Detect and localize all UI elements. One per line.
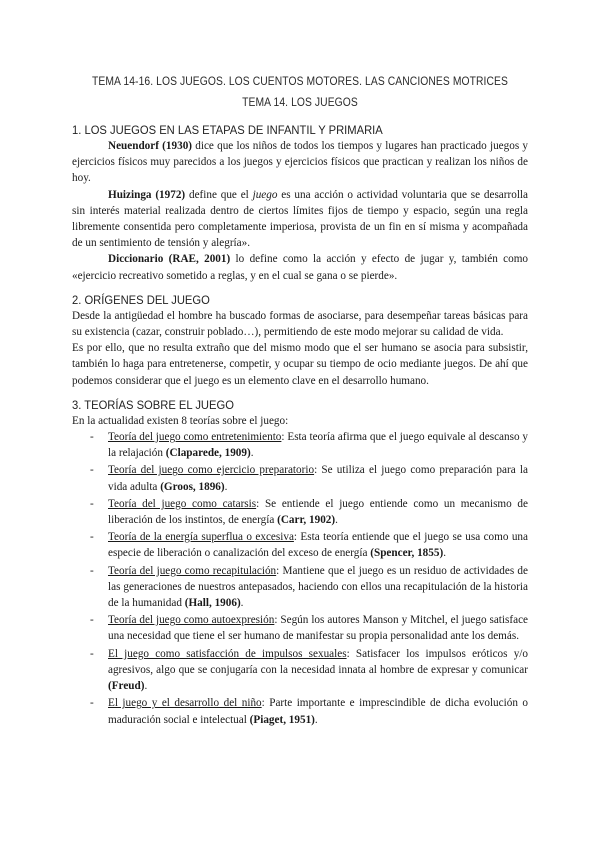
theory-reference: (Piaget, 1951) <box>249 713 315 726</box>
theory-name: Teoría del juego como catarsis <box>108 497 257 510</box>
list-item <box>72 462 528 494</box>
sentence-end: . <box>224 480 228 493</box>
paragraph-neuendorf <box>72 138 528 187</box>
theory-name: Teoría del juego como entretenimiento <box>108 431 282 444</box>
author-name: Diccionario (RAE, 2001) <box>108 253 231 266</box>
paragraph-text: define que el <box>185 188 253 201</box>
list-item <box>72 563 528 612</box>
list-item <box>72 429 528 461</box>
paragraph-text: lo define como la acción y efecto de jugar y, también como «ejercicio recreativo sometido a reglas, y en el cual se gana o se pierde». <box>72 253 528 282</box>
theory-reference: (Spencer, 1855) <box>370 547 444 560</box>
theory-list <box>72 429 528 728</box>
sentence-end: . <box>335 514 338 527</box>
theory-reference: (Hall, 1906) <box>184 597 241 610</box>
list-bullet: - <box>90 697 94 710</box>
sentence-end: . <box>250 447 254 460</box>
list-bullet: - <box>90 531 94 544</box>
theories-intro: En la actualidad existen 8 teorías sobre el juego: <box>72 414 289 427</box>
list-bullet: - <box>90 464 94 477</box>
theory-description: : Esta teoría entiende que el juego se usa como una especie de liberación o canalización del exceso de energía <box>108 531 528 560</box>
sentence-end: . <box>144 680 148 693</box>
theory-reference: (Freud) <box>108 680 145 693</box>
list-item <box>72 695 528 727</box>
list-bullet: - <box>90 564 94 577</box>
section-heading-1: 1. LOS JUEGOS EN LAS ETAPAS DE INFANTIL Y PRIMARIA <box>72 123 383 137</box>
theory-description: : Según los autores Manson y Mitchel, el juego satisface una necesidad que tiene el ser humano de manifestar su propia personalidad ante los demás. <box>108 614 528 643</box>
theory-description: : Se entiende el juego entiende como un mecanismo de liberación de los instintos, de energía <box>108 497 528 527</box>
list-bullet: - <box>90 647 94 660</box>
theory-description: : Satisfacer los impulsos eróticos y/o agresivos, algo que se conjugaría con la necesidad innata al hombre de expresar y comunicar <box>108 647 529 676</box>
paragraph-origins-1: Desde la antigüedad el hombre ha buscado formas de asociarse, para desempeñar tareas básicas para su existencia (cazar, construir poblado…), permitiendo de este modo mejorar su calidad de vida. <box>72 309 528 339</box>
document-body <box>72 122 528 729</box>
italic-term: juego <box>252 188 278 201</box>
theory-description: : Mantiene que el juego es un residuo de actividades de las generaciones de nuestros antepasados, haciendo con ellos una recapitulación de la historia de la humanidad <box>108 564 528 610</box>
paragraph-text: dice que los niños de todos los tiempos y lugares han practicado juegos y ejercicios físicos muy parecidos a los juegos y ejercicios físicos que practican y realizan los niños de hoy. <box>72 140 528 185</box>
author-name: Neuendorf (1930) <box>108 140 193 152</box>
paragraph-origins-2: Es por ello, que no resulta extraño que del mismo modo que el ser humano se asocia para subsistir, también lo haga para entretenerse, competir, y ocupar su tiempo de ocio mediante juegos. De ahí que podemos considerar que el juego es un elemento clave en el desarrollo humano. <box>72 342 528 387</box>
theory-reference: (Claparede, 1909) <box>165 447 251 460</box>
sentence-end: . <box>314 713 318 726</box>
list-item <box>72 529 528 561</box>
theory-name: Teoría del juego como autoexpresión <box>108 614 275 627</box>
paragraph-huizinga <box>72 187 528 252</box>
theory-reference: (Carr, 1902) <box>277 514 336 527</box>
theory-description: : Se utiliza el juego como preparación para la vida adulta <box>108 464 528 493</box>
paragraph-text: es una acción o actividad voluntaria que se desarrolla sin interés material realizada dentro de ciertos límites fijos de tiempo y espacio, según una regla libremente consentida pero completamente imperiosa, provista de un fin en sí misma y acompañada de un sentimiento de tensión y alegría». <box>72 188 528 250</box>
list-item <box>72 612 528 644</box>
list-item <box>72 496 528 528</box>
theory-description: : Parte importante e imprescindible de dicha evolución o maduración social e intelectual <box>108 697 528 726</box>
theory-name: Teoría de la energía superflua o excesiva <box>108 531 294 544</box>
theory-description: : Esta teoría afirma que el juego equivale al descanso y la relajación <box>108 431 528 460</box>
list-bullet: - <box>90 497 94 510</box>
sentence-end: . <box>443 547 446 560</box>
author-name: Huizinga (1972) <box>108 188 186 201</box>
theory-name: Teoría del juego como recapitulación <box>108 564 277 577</box>
paragraph-rae <box>72 251 528 283</box>
document-title: TEMA 14-16. LOS JUEGOS. LOS CUENTOS MOTORES. LAS CANCIONES MOTRICES <box>92 74 508 88</box>
list-bullet: - <box>90 614 94 627</box>
theory-name: Teoría del juego como ejercicio preparatorio <box>108 464 315 477</box>
document-subtitle: TEMA 14. LOS JUEGOS <box>242 95 358 109</box>
list-item <box>72 646 528 695</box>
section-heading-2: 2. ORÍGENES DEL JUEGO <box>72 292 210 307</box>
theory-reference: (Groos, 1896) <box>160 480 225 493</box>
section-heading-3: 3. TEORÍAS SOBRE EL JUEGO <box>72 397 234 412</box>
sentence-end: . <box>240 597 244 610</box>
list-bullet: - <box>90 431 94 444</box>
theory-name: El juego como satisfacción de impulsos sexuales <box>108 647 347 660</box>
theory-name: El juego y el desarrollo del niño <box>108 697 262 710</box>
